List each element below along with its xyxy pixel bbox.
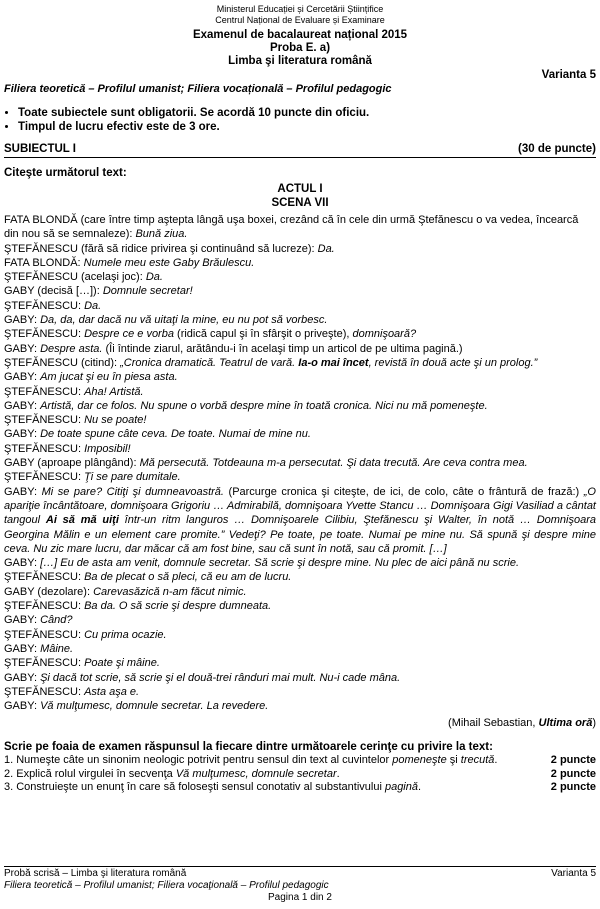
exam-proba: Proba E. a) [269, 42, 331, 54]
footer-profile: Filiera teoretică – Profilul umanist; Filiera vocaţională – Profilul pedagogic [4, 880, 329, 891]
dialogue-line [4, 399, 596, 413]
dialogue-line [4, 556, 596, 570]
task-part: 2. Explică rolul virgulei în secvenţa [4, 767, 176, 780]
speaker-text: ŞTEFĂNESCU: [4, 600, 85, 613]
speaker-text: ŞTEFĂNESCU (acelaşi joc): [4, 271, 146, 284]
line-text: „Cronica dramatică. Teatrul de vară. [120, 356, 299, 369]
speaker-text: FATA BLONDĂ: [4, 256, 84, 269]
dialogue-line [4, 370, 596, 384]
dialogue-line [4, 570, 596, 584]
exam-subject: Limba şi literatura română [228, 55, 372, 67]
line-text: Ba da. O să scrie şi despre dumneata. [84, 600, 272, 613]
speaker-text: ŞTEFĂNESCU: [4, 385, 85, 398]
task-part: 1. Numeşte câte un sinonim neologic potrivit pentru sensul din text al cuvintelor [4, 754, 393, 767]
ministry-name: Ministerul Educației și Cercetării Științifice [216, 4, 384, 14]
speaker-text: ŞTEFĂNESCU: [4, 628, 85, 641]
line-text: „O apariţie încântătoare, domnişoara Grigoriu … Admirabilă, domnişoara Yvette Stancu … Domnişoara Gigi Vasiliad a cântat tangoul [4, 485, 596, 527]
dialogue-line [4, 242, 596, 256]
line-text: Ba de plecat o să pleci, că eu am de lucru. [84, 571, 292, 584]
exam-title-block [4, 29, 596, 68]
dialogue-line [4, 213, 596, 242]
line-text: Da. [317, 242, 335, 255]
dialogue-line [4, 656, 596, 670]
scene-title: SCENA VII [271, 197, 329, 209]
section-title: SUBIECTUL I [4, 143, 76, 155]
footer-variant: Varianta 5 [551, 868, 596, 879]
line-text: Poate şi mâine. [84, 657, 160, 670]
speaker-text: GABY: [4, 671, 41, 684]
speaker-text: FATA BLONDĂ (care între timp aştepta lângă uşa boxei, crezând că în cele din urmă Ştefănescu o va vedea, încearcă din nou să se semnaleze): [4, 214, 579, 241]
act-title: ACTUL I [277, 183, 323, 195]
speaker-text: ŞTEFĂNESCU: [4, 442, 85, 455]
speaker-text: ŞTEFĂNESCU (fără să ridice privirea şi continuând să lucreze): [4, 242, 318, 255]
line-text: Aha! Artistă. [84, 385, 144, 398]
line-text: Mi se pare? Citiţi şi dumneavoastră. [41, 485, 224, 498]
speaker-text: ŞTEFĂNESCU: [4, 657, 85, 670]
dialogue-line [4, 456, 596, 470]
task-item [4, 781, 596, 795]
speaker-text: ŞTEFĂNESCU: [4, 299, 85, 312]
footer-row [4, 868, 596, 880]
dialogue-line [4, 284, 596, 298]
task-text [4, 768, 340, 782]
speaker-text: ŞTEFĂNESCU (citind): [4, 356, 121, 369]
footer-exam: Probă scrisă – Limba şi literatura română [4, 868, 187, 879]
task-points: 2 puncte [550, 754, 596, 767]
speaker-text: GABY: [4, 557, 41, 570]
speaker-text: ŞTEFĂNESCU: [4, 414, 85, 427]
line-text: Mâine. [40, 642, 74, 655]
rules-list [4, 106, 596, 134]
speaker-text: GABY: [4, 314, 41, 327]
stage-direction: (ridică capul şi în sfârşit o priveşte), [173, 328, 353, 341]
task-word: Vă mulţumesc, domnule secretar [175, 767, 337, 780]
stage-direction: (Parcurge cronica şi citeşte, de ici, de colo, câte o frântură de frază:) [223, 485, 584, 498]
source-author: (Mihail Sebastian, [448, 717, 539, 730]
dialogue-line [4, 356, 596, 370]
line-text: Da. [84, 299, 102, 312]
task-word: pomeneşte [392, 754, 447, 767]
line-text: Asta aşa e. [84, 685, 140, 698]
play-title: Ia-o mai încet [298, 356, 369, 369]
ministry-header [4, 4, 596, 26]
page-number: Pagina 1 din 2 [268, 892, 332, 903]
line-text: Despre ce e vorba [84, 328, 174, 341]
line-text: Am jucat şi eu în piesa asta. [40, 371, 178, 384]
task-word: pagină [384, 781, 418, 794]
dialogue-line [4, 427, 596, 441]
line-text: Nu se poate! [84, 414, 147, 427]
dialogue-line [4, 628, 596, 642]
line-text: Vă mulţumesc, domnule secretar. La revedere. [40, 700, 269, 713]
profile-line: Filiera teoretică – Profilul umanist; Filiera vocațională – Profilul pedagogic [4, 83, 392, 95]
line-text: Artistă, dar ce folos. Nu spune o vorbă despre mine în toată cronica. Nici nu mă pomeneşte. [40, 399, 488, 412]
speaker-text: GABY: [4, 700, 41, 713]
rule-item: • Toate subiectele sunt obligatorii. Se acordă 10 puncte din oficiu. [18, 106, 596, 120]
dialogue-line [4, 685, 596, 699]
text-source [4, 716, 596, 730]
line-text: într-un ritm languros … Domnişoarele Cilibiu, Ştefănescu şi Walter, în notă … Domnişoara Georgina Mălin e un element care promite.” Vedeţi? Pe toate, pe toate. Numai pe mine nu. Să spună şi despre mine ceva. Nu zic mare lucru, dar măcar că am fost bine, sau că sunt în notă, sau că promit. […] [4, 514, 597, 555]
rule-item: • Timpul de lucru efectiv este de 3 ore. [18, 120, 596, 134]
line-text: Numele meu este Gaby Brăulescu. [83, 256, 255, 269]
stage-direction: (Îi întinde ziarul, arătându-i în acelaşi timp un articol de pe ultima pagină.) [102, 342, 463, 355]
task-part: . [336, 767, 340, 780]
line-text: Bună ziua. [135, 228, 188, 241]
exam-title: Examenul de bacalaureat național 2015 [192, 29, 408, 41]
dialogue-line [4, 313, 596, 327]
task-part: 3. Construieşte un enunţ în care să foloseşti sensul conotativ al substantivului [4, 781, 385, 794]
task-points: 2 puncte [550, 781, 596, 794]
speaker-text: GABY: [4, 399, 41, 412]
speaker-text: GABY (aproape plângând): [4, 457, 140, 470]
dialogue-line [4, 642, 596, 656]
task-text [4, 754, 497, 768]
dialogue-line [4, 613, 596, 627]
task-text [4, 781, 421, 795]
line-text: […] Eu de asta am venit, domnule secretar. Să scrie şi despre mine. Nu plec de aici până nu scrie. [40, 557, 520, 570]
task-points: 2 puncte [550, 767, 596, 780]
source-close: ) [592, 717, 596, 730]
line-text: Domnule secretar! [102, 285, 193, 298]
dialogue-line [4, 599, 596, 613]
page-footer [4, 866, 596, 904]
task-item [4, 768, 596, 782]
task-word: trecută [460, 754, 495, 767]
read-instruction: Citeşte următorul text: [4, 167, 127, 179]
task-item [4, 754, 596, 768]
speaker-text: ŞTEFĂNESCU: [4, 685, 85, 698]
speaker-text: GABY (dezolare): [4, 585, 94, 598]
dialogue-line [4, 327, 596, 341]
dialogue-line [4, 470, 596, 484]
dialogue-line [4, 385, 596, 399]
center-name: Centrul Național de Evaluare și Examinare [215, 15, 385, 25]
line-text: Despre asta. [40, 342, 103, 355]
dialogue-line [4, 299, 596, 313]
speaker-text: ŞTEFĂNESCU: [4, 571, 85, 584]
tasks-intro: Scrie pe foaia de examen răspunsul la fiecare dintre următoarele cerinţe cu privire la text: [4, 741, 493, 754]
line-text: Şi dacă tot scrie, să scrie şi el două-trei rânduri mai mult. Nu-i cade mâna. [40, 671, 401, 684]
dialogue-line [4, 256, 596, 270]
line-text: Carevasăzică n-am făcut nimic. [93, 585, 247, 598]
dialogue-line [4, 413, 596, 427]
speaker-text: ŞTEFĂNESCU: [4, 471, 85, 484]
speaker-text: GABY: [4, 428, 41, 441]
line-text: domnişoară? [352, 328, 417, 341]
section-header [4, 143, 596, 158]
speaker-text: GABY: [4, 614, 41, 627]
speaker-text: GABY: [4, 642, 41, 655]
source-work: Ultima oră [538, 717, 593, 730]
line-text: Ţi se pare dumitale. [84, 471, 181, 484]
variant-label: Varianta 5 [541, 69, 596, 81]
song-title: Ai să mă uiţi [45, 514, 119, 527]
speaker-text: ŞTEFĂNESCU: [4, 328, 85, 341]
dialogue-text [4, 213, 596, 713]
task-part: . [494, 754, 498, 767]
section-points: (30 de puncte) [518, 143, 596, 155]
line-text: Imposibil! [84, 442, 131, 455]
dialogue-line [4, 585, 596, 599]
dialogue-line [4, 342, 596, 356]
task-list [4, 754, 596, 795]
dialogue-line [4, 671, 596, 685]
line-text: Cu prima ocazie. [84, 628, 167, 641]
speaker-text: GABY: [4, 342, 41, 355]
dialogue-line [4, 270, 596, 284]
dialogue-line [4, 442, 596, 456]
dialogue-line [4, 699, 596, 713]
task-part: şi [446, 754, 461, 767]
speaker-text: GABY (decisă […]): [4, 285, 103, 298]
dialogue-line [4, 485, 596, 556]
line-text: Mă persecută. Totdeauna m-a persecutat. Şi data trecută. Are ceva contra mea. [139, 457, 528, 470]
line-text: Da, da, dar dacă nu vă uitaţi la mine, eu nu pot să vorbesc. [40, 314, 328, 327]
line-text: , revistă în două acte şi un prolog.” [368, 356, 538, 369]
speaker-text: GABY: [4, 485, 42, 498]
line-text: Când? [40, 614, 73, 627]
line-text: De toate spune câte ceva. De toate. Numai de mine nu. [40, 428, 311, 441]
task-part: . [418, 781, 422, 794]
line-text: Da. [145, 271, 163, 284]
speaker-text: GABY: [4, 371, 41, 384]
